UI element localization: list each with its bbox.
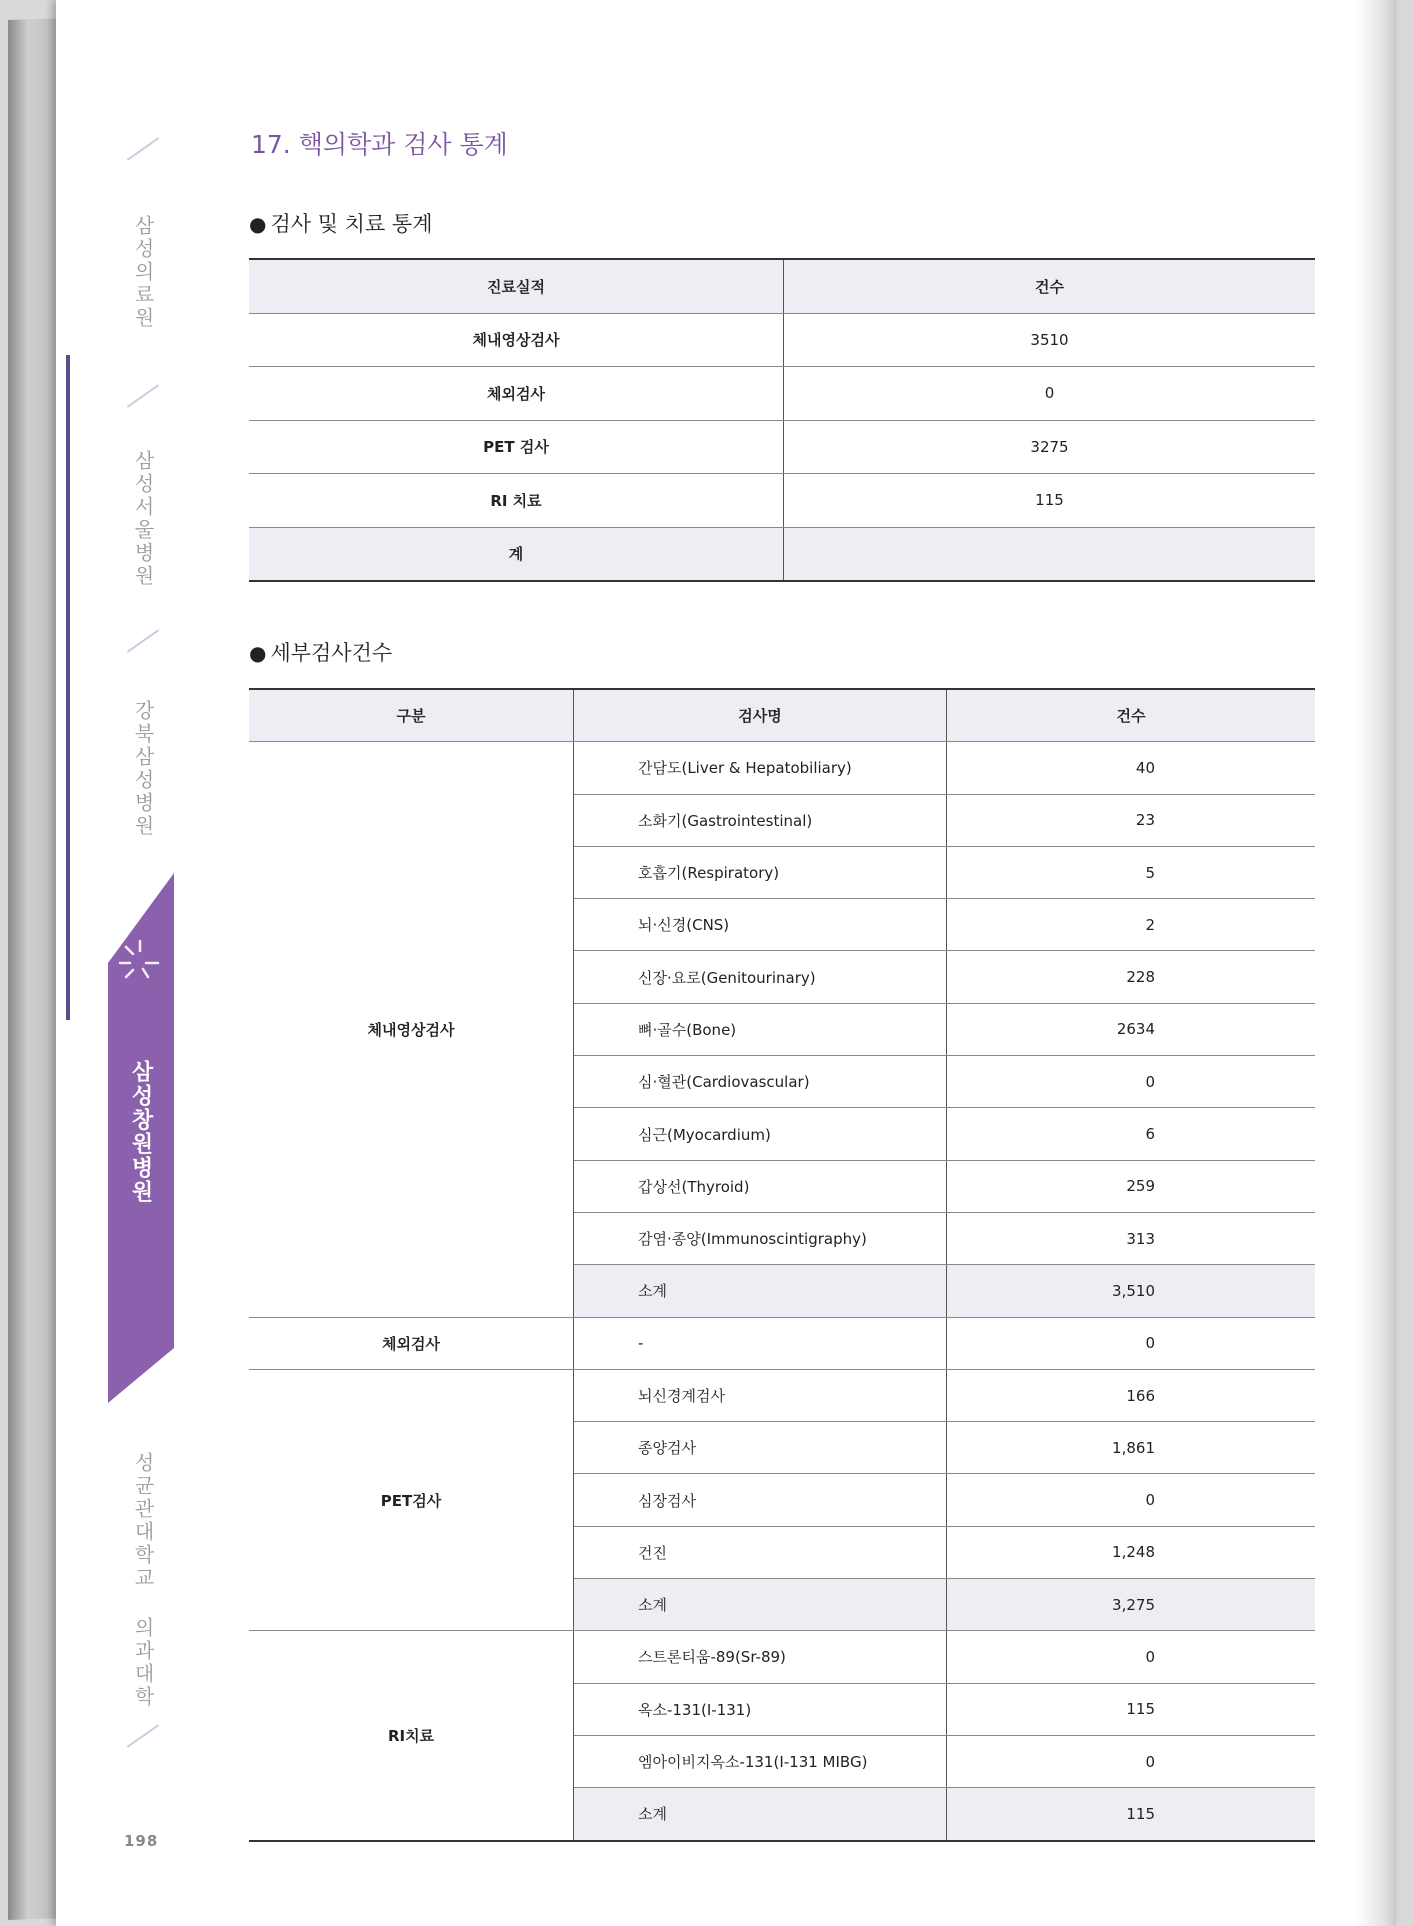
row-label: RI 치료	[249, 474, 784, 528]
exam-name: 갑상선(Thyroid)	[574, 1160, 947, 1212]
page-shadow	[1356, 0, 1396, 1926]
active-side-tab-label: 삼성창원병원	[128, 1060, 153, 1204]
row-value: 3510	[784, 313, 1316, 367]
exam-name: 종양검사	[574, 1422, 947, 1474]
side-tab-samsung-seoul-hospital[interactable]: 삼성서울병원	[131, 450, 155, 588]
table-row	[249, 1317, 1315, 1369]
bullet-icon: ●	[249, 212, 267, 236]
exam-count: 0	[947, 1735, 1316, 1787]
exam-name: 소화기(Gastrointestinal)	[574, 794, 947, 846]
exam-name: 소계	[574, 1265, 947, 1317]
exam-count: 23	[947, 794, 1316, 846]
table-header-row	[249, 689, 1315, 742]
page-number: 198	[124, 1832, 159, 1850]
table-row	[249, 313, 1315, 367]
side-tab-samsung-medical-center[interactable]: 삼성의료원	[131, 215, 155, 330]
group-label: PET검사	[249, 1369, 574, 1630]
exam-count: 2	[947, 899, 1316, 951]
exam-name: 호흡기(Respiratory)	[574, 846, 947, 898]
exam-count: 0	[947, 1631, 1316, 1683]
sparkle-icon	[116, 935, 164, 983]
row-label: 체내영상검사	[249, 313, 784, 367]
exam-name: 심장검사	[574, 1474, 947, 1526]
total-value	[784, 527, 1316, 581]
group-label: 체내영상검사	[249, 742, 574, 1317]
table-row	[249, 367, 1315, 421]
exam-name: 소계	[574, 1788, 947, 1841]
column-header: 진료실적	[249, 259, 784, 313]
column-header: 건수	[947, 689, 1316, 742]
section-heading-text: 검사 및 치료 통계	[270, 212, 433, 236]
exam-name: 스트론티움-89(Sr-89)	[574, 1631, 947, 1683]
row-label: 체외검사	[249, 367, 784, 421]
exam-count: 1,248	[947, 1526, 1316, 1578]
column-header: 구분	[249, 689, 574, 742]
exam-name: 뇌신경계검사	[574, 1369, 947, 1421]
bullet-icon: ●	[249, 641, 267, 665]
exam-count: 313	[947, 1212, 1316, 1264]
exam-name: -	[574, 1317, 947, 1369]
group-label: RI치료	[249, 1631, 574, 1841]
exam-count: 40	[947, 742, 1316, 794]
detail-table-body	[249, 742, 1315, 1841]
document-page	[56, 0, 1396, 1926]
summary-table	[249, 258, 1315, 582]
table-row	[249, 474, 1315, 528]
table-row	[249, 420, 1315, 474]
exam-name: 심·혈관(Cardiovascular)	[574, 1056, 947, 1108]
exam-name: 간담도(Liver & Hepatobiliary)	[574, 742, 947, 794]
exam-count: 3,510	[947, 1265, 1316, 1317]
row-value: 0	[784, 367, 1316, 421]
row-value: 115	[784, 474, 1316, 528]
column-header: 건수	[784, 259, 1316, 313]
total-row	[249, 527, 1315, 581]
exam-count: 6	[947, 1108, 1316, 1160]
exam-count: 3,275	[947, 1579, 1316, 1631]
exam-name: 건진	[574, 1526, 947, 1578]
exam-name: 심근(Myocardium)	[574, 1108, 947, 1160]
total-label: 계	[249, 527, 784, 581]
exam-count: 2634	[947, 1003, 1316, 1055]
column-header: 검사명	[574, 689, 947, 742]
table-row	[249, 742, 1315, 794]
divider-slash	[127, 1724, 159, 1747]
side-tab-skku-medicine[interactable]: 성균관대학교 의과대학	[131, 1452, 155, 1709]
exam-name: 소계	[574, 1579, 947, 1631]
table-row	[249, 1631, 1315, 1683]
exam-name: 신장·요로(Genitourinary)	[574, 951, 947, 1003]
exam-count: 5	[947, 846, 1316, 898]
table-row	[249, 1369, 1315, 1421]
exam-name: 감염·종양(Immunoscintigraphy)	[574, 1212, 947, 1264]
exam-count: 115	[947, 1788, 1316, 1841]
divider-slash	[127, 137, 159, 160]
book-edge	[8, 18, 58, 1920]
exam-count: 0	[947, 1317, 1316, 1369]
exam-name: 옥소-131(I-131)	[574, 1683, 947, 1735]
exam-name: 뼈·골수(Bone)	[574, 1003, 947, 1055]
exam-count: 228	[947, 951, 1316, 1003]
side-tab-kangbuk-samsung-hospital[interactable]: 강북삼성병원	[131, 700, 155, 838]
section-heading-text: 세부검사건수	[270, 641, 393, 665]
row-label: PET 검사	[249, 420, 784, 474]
exam-count: 259	[947, 1160, 1316, 1212]
exam-count: 1,861	[947, 1422, 1316, 1474]
page-title: 17. 핵의학과 검사 통계	[251, 130, 508, 159]
section-heading	[249, 208, 432, 238]
table-header-row	[249, 259, 1315, 313]
exam-count: 166	[947, 1369, 1316, 1421]
divider-slash	[127, 384, 159, 407]
row-value: 3275	[784, 420, 1316, 474]
exam-count: 115	[947, 1683, 1316, 1735]
exam-name: 뇌·신경(CNS)	[574, 899, 947, 951]
exam-count: 0	[947, 1056, 1316, 1108]
divider-slash	[127, 629, 159, 652]
group-label: 체외검사	[249, 1317, 574, 1369]
exam-count: 0	[947, 1474, 1316, 1526]
section-heading	[249, 637, 392, 667]
exam-name: 엠아이비지옥소-131(I-131 MIBG)	[574, 1735, 947, 1787]
binding-strip	[66, 355, 70, 1020]
detail-table	[249, 688, 1315, 1842]
